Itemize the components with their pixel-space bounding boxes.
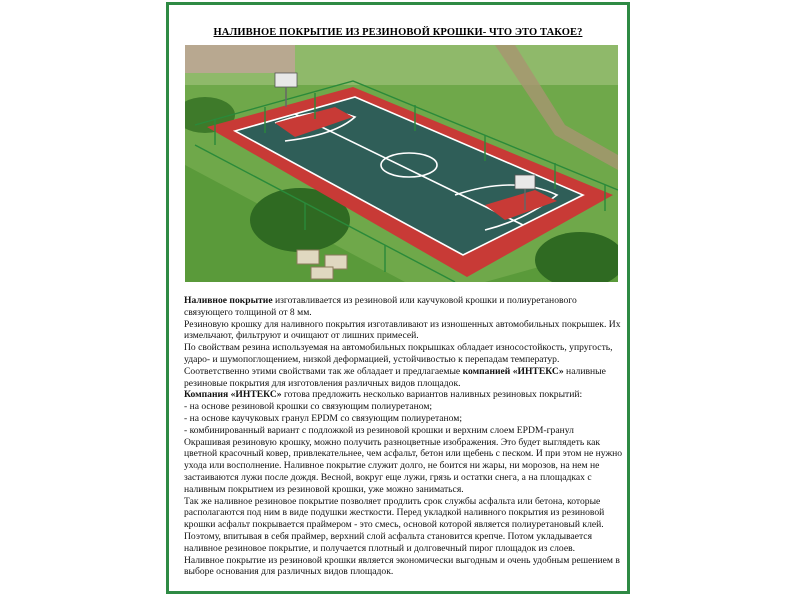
paragraph: По свойствам резина используемая на автомобильных покрышках обладает износостойкость, упругость, ударо- и шумопоглощением, низкой деформацией, устойчивостью к перепадам температур. Соответственно этими свойствами так же обладает и предлагаемые компанией «ИНТЕКС» наливные резиновые покрытия для изготовления различных видов площадок. bbox=[184, 342, 613, 389]
list-item: - комбинированный вариант с подложкой из резиновой крошки и верхним слоем EPDM-гранул bbox=[184, 424, 574, 436]
paragraph: Наливное покрытие из резиновой крошки является экономически выгодным и очень удобным решением в выборе основания для различных видов площадок. bbox=[184, 554, 620, 578]
court-photo bbox=[185, 45, 618, 282]
paragraph: Окрашивая резиновую крошку, можно получить разноцветные изображения. Это будет выглядеть как цветной красочный ковер, привлекательнее, чем асфальт, бетон или щебень с песком. И при этом не нужно ухода или восполнение. Наливное покрытие служит долго, не боится ни жары, ни морозов, на нем не застаиваются лужи после дождя. Весной, вокруг еще лужи, грязь и остатки снега, а на площадках с наливным покрытием из резиновой крошки, уже можно заниматься. bbox=[184, 436, 623, 495]
paragraph: Наливное покрытие изготавливается из резиновой или каучуковой крошки и полиуретанового связующего толщиной от 8 мм. bbox=[184, 295, 577, 318]
paragraph: Так же наливное резиновое покрытие позволяет продлить срок службы асфальта или бетона, которые располагаются под ним в виде подушки жесткости. Перед укладкой наливного покрытия из резиновой крошки асфальт покрывается праймером - это смесь, основой которой является полиуретановый клей. Поэтому, впитывая в себя праймер, верхний слой асфальта становится крепче. Потом укладывается наливное резиновое покрытие, и получается плотный и долговечный пирог площадок из слоев. bbox=[184, 495, 605, 554]
document-body bbox=[184, 295, 624, 578]
basketball-court-illustration bbox=[185, 45, 618, 282]
document-title: НАЛИВНОЕ ПОКРЫТИЕ ИЗ РЕЗИНОВОЙ КРОШКИ- ЧТО ЭТО ТАКОЕ? bbox=[213, 27, 583, 38]
list-item: - на основе резиновой крошки со связующим полиуретаном; bbox=[184, 401, 433, 413]
paragraph: Резиновую крошку для наливного покрытия изготавливают из изношенных автомобильных покрышек. Их измельчают, фильтруют и очищают от лишних примесей. bbox=[184, 318, 621, 342]
document-frame bbox=[166, 2, 630, 594]
paragraph: Компания «ИНТЕКС» готова предложить несколько вариантов наливных резиновых покрытий: bbox=[184, 389, 583, 401]
list-item: - на основе каучуковых гранул EPDM со связующим полиуретаном; bbox=[184, 412, 463, 424]
